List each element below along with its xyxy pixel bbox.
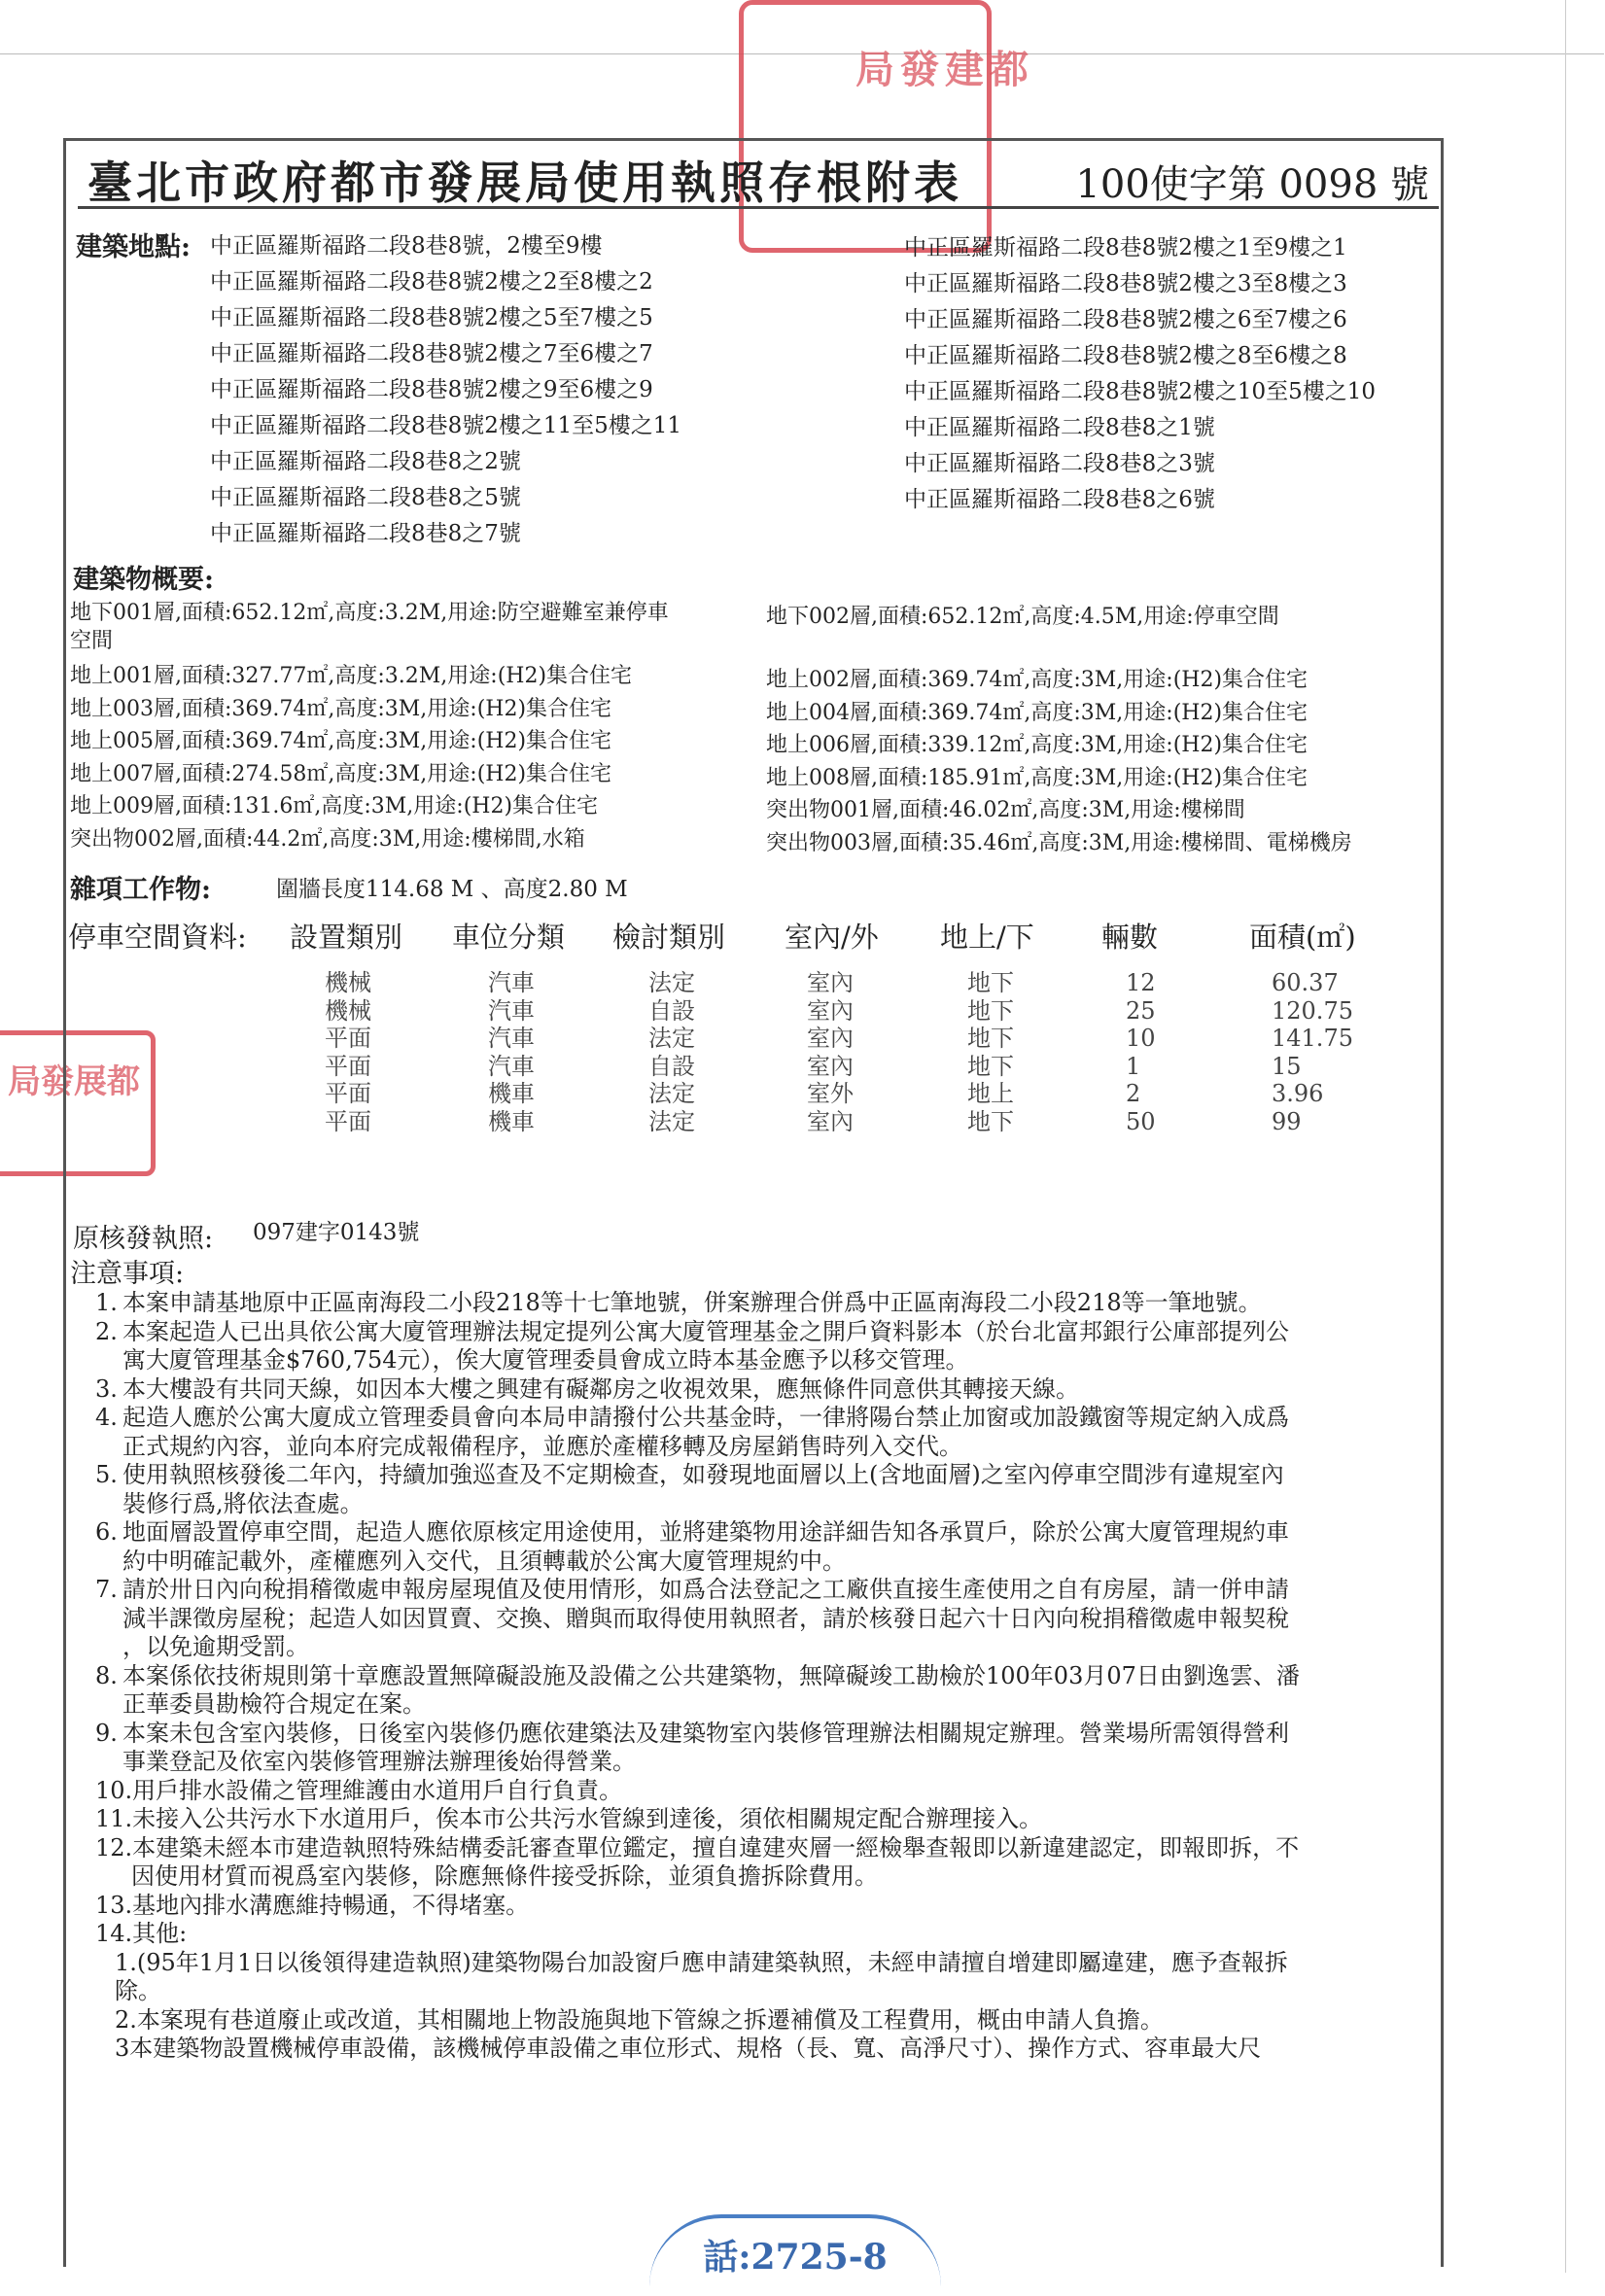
misc-label: 雜項工作物:	[70, 875, 211, 905]
note-number: 14.	[95, 1920, 133, 1947]
parking-cell: 自設	[648, 1052, 695, 1080]
note-text: 其他:	[132, 1920, 188, 1947]
parking-cell: 地下	[967, 996, 1014, 1025]
note-line	[78, 1318, 1458, 1347]
parking-header: 地上/下	[940, 921, 1034, 954]
notes-list	[78, 1289, 1458, 2064]
note-text: 正式規約內容，並向本府完成報備程序，並應於產權移轉及房屋銷售時列入交代。	[122, 1432, 962, 1460]
floor-row: 地上008層,面積:185.91㎡,高度:3M,用途:(H2)集合住宅	[766, 765, 1308, 790]
parking-cell: 平面	[325, 1025, 371, 1052]
parking-cell: 平面	[325, 1080, 371, 1107]
floor-row: 地上007層,面積:274.58㎡,高度:3M,用途:(H2)集合住宅	[70, 761, 612, 786]
note-line	[78, 1892, 1458, 1921]
note-number: 3.	[95, 1374, 118, 1403]
parking-cell: 機車	[488, 1080, 535, 1107]
note-number: 1.	[95, 1289, 118, 1316]
note-number: 9.	[95, 1719, 118, 1747]
note-line	[78, 1862, 1458, 1892]
misc-value: 圍牆長度114.68 M 、高度2.80 M	[276, 877, 628, 902]
blue-stamp-bottom: 話:2725-8	[649, 2214, 941, 2286]
site-address: 中正區羅斯福路二段8巷8之2號	[210, 449, 521, 474]
note-number: 11.	[95, 1805, 133, 1832]
site-address: 中正區羅斯福路二段8巷8號2樓之1至9樓之1	[904, 235, 1347, 261]
parking-header: 車位分類	[452, 921, 566, 954]
site-right-list	[904, 231, 1448, 516]
site-address: 中正區羅斯福路二段8巷8號2樓之2至8樓之2	[210, 269, 653, 295]
site-address: 中正區羅斯福路二段8巷8號2樓之7至6樓之7	[210, 341, 653, 366]
parking-cell: 室內	[807, 996, 854, 1025]
note-line	[78, 1375, 1458, 1405]
site-label: 建築地點:	[76, 232, 191, 262]
building-left-list	[70, 660, 632, 855]
parking-cell: 汽車	[488, 1025, 535, 1052]
site-address: 中正區羅斯福路二段8巷8號2樓之9至6樓之9	[210, 377, 653, 402]
floor-row: 地上004層,面積:369.74㎡,高度:3M,用途:(H2)集合住宅	[766, 700, 1308, 725]
note-number: 8.	[95, 1661, 118, 1689]
note-text: 本大樓設有共同天線，如因本大樓之興建有礙鄰房之收視效果，應無條件同意供其轉接天線。	[122, 1374, 1079, 1403]
parking-cell: 室內	[807, 1107, 854, 1135]
parking-header: 設置類別	[290, 921, 403, 954]
parking-cell: 99	[1272, 1107, 1302, 1135]
note-text: 本建築未經本市建造執照特殊結構委託審查單位鑑定，擅自違建夾層一經檢舉查報即以新違建認定，即報即拆，不	[132, 1833, 1300, 1861]
note-number: 10.	[95, 1776, 133, 1804]
parking-cell: 汽車	[488, 996, 535, 1025]
page-title: 臺北市政府都市發展局使用執照存根附表	[87, 157, 962, 209]
building-b1: 地下001層,面積:652.12㎡,高度:3.2M,用途:防空避難室兼停車	[70, 601, 669, 625]
parking-header: 檢討類別	[612, 921, 726, 954]
parking-cell: 地下	[967, 969, 1014, 996]
note-number: 12.	[95, 1833, 133, 1861]
floor-row: 地上001層,面積:327.77㎡,高度:3.2M,用途:(H2)集合住宅	[70, 664, 633, 688]
parking-cell: 室內	[807, 1025, 854, 1052]
site-address: 中正區羅斯福路二段8巷8號2樓之10至5樓之10	[904, 379, 1377, 404]
parking-cell: 1	[1126, 1052, 1141, 1080]
parking-cell: 法定	[648, 1025, 695, 1052]
notes-label: 注意事項:	[70, 1259, 185, 1289]
parking-cell: 60.37	[1272, 969, 1339, 996]
parking-cell: 機械	[325, 996, 371, 1025]
note-text: 約中明確記載外，產權應列入交代，且須轉載於公寓大廈管理規約中。	[122, 1547, 846, 1575]
note-text: 請於卅日內向稅捐稽徵處申報房屋現值及使用情形，如爲合法登記之工廠供直接生產使用之自有房屋，請一併申請	[122, 1576, 1289, 1603]
site-address: 中正區羅斯福路二段8巷8號2樓之8至6樓之8	[904, 343, 1347, 368]
note-text: 本案起造人已出具依公寓大廈管理辦法規定提列公寓大廈管理基金之開戶資料影本（於台北富邦銀行公庫部提列公	[122, 1317, 1289, 1345]
parking-cell: 120.75	[1272, 996, 1353, 1025]
title-row	[78, 146, 1439, 209]
floor-row: 地上002層,面積:369.74㎡,高度:3M,用途:(H2)集合住宅	[766, 668, 1308, 692]
note-number: 5.	[95, 1461, 118, 1488]
parking-cell: 室內	[807, 969, 854, 996]
note-number: 6.	[95, 1518, 118, 1546]
parking-cell: 汽車	[488, 969, 535, 996]
parking-cell: 地上	[967, 1080, 1014, 1107]
note-line	[78, 1748, 1458, 1777]
parking-cell: 2	[1126, 1080, 1141, 1107]
note-line	[78, 1690, 1458, 1720]
parking-cell: 法定	[648, 1080, 695, 1107]
building-b2: 地下002層,面積:652.12㎡,高度:4.5M,用途:停車空間	[766, 605, 1279, 629]
parking-cell: 25	[1126, 996, 1156, 1025]
site-address: 中正區羅斯福路二段8巷8之3號	[904, 451, 1215, 476]
site-address: 中正區羅斯福路二段8巷8號2樓之6至7樓之6	[904, 307, 1347, 332]
site-address: 中正區羅斯福路二段8巷8號2樓之5至7樓之5	[210, 305, 653, 330]
note-text: 減半課徵房屋稅；起造人如因買賣、交換、贈與而取得使用執照者，請於核發日起六十日內向稅捐稽徵處申報契稅	[122, 1604, 1289, 1632]
note-line	[78, 1404, 1458, 1433]
note-line	[78, 1720, 1458, 1749]
note-text: 事業登記及依室內裝修管理辦法辦理後始得營業。	[122, 1748, 636, 1775]
site-address: 中正區羅斯福路二段8巷8之7號	[210, 521, 521, 546]
parking-header: 面積(㎡)	[1249, 921, 1356, 954]
note-line	[78, 1662, 1458, 1691]
note-text: 地面層設置停車空間，起造人應依原核定用途使用，並將建築物用途詳細告知各承買戶，除於公寓大廈管理規約車	[122, 1518, 1289, 1546]
parking-cell: 機車	[488, 1107, 535, 1135]
site-address: 中正區羅斯福路二段8巷8號2樓之3至8樓之3	[904, 271, 1347, 296]
parking-cell: 平面	[325, 1052, 371, 1080]
note-sub-line: 1.(95年1月1日以後領得建造執照)建築物陽台加設窗戶應申請建築執照，未經申請擅自增建即屬違建，應予查報拆	[115, 1948, 1288, 1976]
site-address: 中正區羅斯福路二段8巷8之5號	[210, 485, 521, 510]
parking-cell: 汽車	[488, 1052, 535, 1080]
note-text: 用戶排水設備之管理維護由水道用戶自行負責。	[132, 1776, 623, 1804]
note-line	[78, 1518, 1458, 1548]
note-line	[78, 1490, 1458, 1519]
site-left-list	[210, 229, 890, 550]
note-line	[78, 1633, 1458, 1662]
note-text: 本案申請基地原中正區南海段二小段218等十七筆地號，併案辦理合併爲中正區南海段二小段218等一筆地號。	[122, 1289, 1262, 1316]
parking-cell: 15	[1272, 1052, 1302, 1080]
parking-cell: 法定	[648, 1107, 695, 1135]
note-line	[78, 1289, 1458, 1318]
floor-row: 突出物002層,面積:44.2㎡,高度:3M,用途:樓梯間,水箱	[70, 826, 585, 852]
note-text: 裝修行爲,將依法查處。	[122, 1489, 364, 1517]
note-line	[78, 1834, 1458, 1863]
note-line	[78, 1346, 1458, 1375]
parking-cell: 3.96	[1272, 1080, 1324, 1107]
note-text: 本案未包含室內裝修，日後室內裝修仍應依建築法及建築物室內裝修管理辦法相關規定辦理。營業場所需領得營利	[122, 1719, 1289, 1747]
note-text: 因使用材質而視爲室內裝修，除應無條件接受拆除，並須負擔拆除費用。	[131, 1862, 878, 1890]
parking-cell: 12	[1126, 969, 1156, 996]
red-seal-top-text: 局發建都	[855, 47, 1034, 92]
parking-cell: 10	[1126, 1025, 1156, 1052]
floor-row: 地上006層,面積:339.12㎡,高度:3M,用途:(H2)集合住宅	[766, 733, 1308, 757]
parking-cell: 地下	[967, 1052, 1014, 1080]
note-line	[78, 1777, 1458, 1806]
site-address: 中正區羅斯福路二段8巷8號，2樓至9樓	[210, 233, 603, 259]
note-line	[78, 1920, 1458, 1949]
floor-row: 地上003層,面積:369.74㎡,高度:3M,用途:(H2)集合住宅	[70, 696, 612, 721]
parking-header: 輛數	[1101, 921, 1159, 954]
floor-row: 地上009層,面積:131.6㎡,高度:3M,用途:(H2)集合住宅	[70, 794, 599, 818]
note-number: 7.	[95, 1576, 118, 1603]
note-text: 起造人應於公寓大廈成立管理委員會向本局申請撥付公共基金時，一律將陽台禁止加窗或加設鐵窗等規定納入成爲	[122, 1404, 1289, 1431]
document-number: 100使字第 0098 號	[1075, 162, 1429, 207]
site-address: 中正區羅斯福路二段8巷8號2樓之11至5樓之11	[210, 413, 682, 438]
parking-cell: 法定	[648, 969, 695, 996]
floor-row: 地上005層,面積:369.74㎡,高度:3M,用途:(H2)集合住宅	[70, 729, 612, 753]
building-label: 建築物概要:	[73, 565, 214, 595]
floor-row: 突出物003層,面積:35.46㎡,高度:3M,用途:樓梯間、電梯機房	[766, 830, 1352, 855]
note-line	[78, 1433, 1458, 1462]
parking-cell: 平面	[325, 1107, 371, 1135]
note-text: 本案係依技術規則第十章應設置無障礙設施及設備之公共建築物，無障礙竣工勘檢於100年03月07日由劉逸雲、潘	[122, 1661, 1300, 1689]
note-number: 4.	[95, 1404, 118, 1431]
parking-header: 室內/外	[785, 921, 879, 954]
parking-cell: 室外	[807, 1080, 854, 1107]
scan-edge-line-right	[1565, 0, 1566, 2273]
parking-cell: 地下	[967, 1107, 1014, 1135]
note-sub-line: 3本建築物設置機械停車設備，該機械停車設備之車位形式、規格（長、寬、高淨尺寸）、操作方式、容車最大尺	[115, 2035, 1262, 2062]
note-line	[78, 1576, 1458, 1605]
parking-label: 停車空間資料:	[68, 921, 247, 954]
note-line	[78, 1805, 1458, 1834]
note-text: 寓大廈管理基金$760,754元），俟大廈管理委員會成立時本基金應予以移交管理。	[122, 1346, 969, 1374]
note-line	[78, 1605, 1458, 1634]
parking-cell: 141.75	[1272, 1025, 1353, 1052]
note-line	[78, 1461, 1458, 1490]
parking-cell: 地下	[967, 1025, 1014, 1052]
building-right-list	[766, 664, 1352, 859]
site-address: 中正區羅斯福路二段8巷8之6號	[904, 487, 1215, 512]
note-sub-line: 2.本案現有巷道廢止或改道，其相關地上物設施與地下管線之拆遷補償及工程費用，概由申請人負擔。	[115, 2005, 1164, 2034]
note-text: 正華委員勘檢符合規定在案。	[122, 1690, 426, 1718]
note-text: ，以免逾期受罰。	[122, 1633, 309, 1660]
note-number: 2.	[95, 1317, 118, 1345]
parking-cell: 自設	[648, 996, 695, 1025]
note-sub-line: 除。	[115, 1977, 161, 2004]
site-address: 中正區羅斯福路二段8巷8之1號	[904, 415, 1215, 440]
orig-value: 097建字0143號	[253, 1220, 420, 1245]
parking-cell: 50	[1126, 1107, 1156, 1135]
note-text: 基地內排水溝應維持暢通，不得堵塞。	[132, 1891, 530, 1919]
parking-cell: 機械	[325, 969, 371, 996]
building-b1-cont: 空間	[70, 629, 114, 653]
note-text: 使用執照核發後二年內，持續加強巡查及不定期檢查，如發現地面層以上(含地面層)之室內停車空間涉有違規室內	[122, 1461, 1284, 1488]
floor-row: 突出物001層,面積:46.02㎡,高度:3M,用途:樓梯間	[766, 798, 1245, 822]
red-seal-left-text: 局發展都	[8, 1062, 140, 1101]
note-text: 未接入公共污水下水道用戶，俟本市公共污水管線到達後，須依相關規定配合辦理接入。	[132, 1805, 1043, 1832]
note-line	[78, 1548, 1458, 1577]
orig-label: 原核發執照:	[73, 1224, 214, 1254]
note-number: 13.	[95, 1891, 133, 1919]
parking-cell: 室內	[807, 1052, 854, 1080]
